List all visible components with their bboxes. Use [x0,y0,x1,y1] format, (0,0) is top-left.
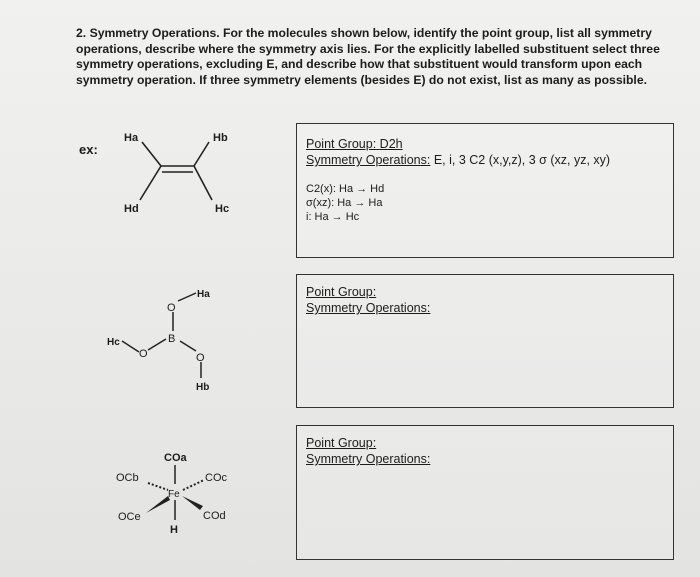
boric-acid-molecule [122,293,201,378]
label-coc: COc [205,472,227,484]
ethylene-molecule [140,142,212,200]
point-group-label: Point Group: [306,436,377,450]
label-o: O [139,348,148,360]
wedge-bond [182,496,203,510]
wedge-bond [146,496,170,513]
point-group-label: Point Group: [306,137,377,151]
label-hc: Hc [107,337,120,348]
label-ha: Ha [124,132,139,144]
transformation-line: i: Ha → Hc [306,211,360,223]
label-fe: Fe [168,489,180,500]
example-label: ex: [79,142,98,157]
label-hb: Hb [213,132,228,144]
symmetry-operations-value: E, i, 3 C2 (x,y,z), 3 σ (xz, yz, xy) [433,153,611,167]
label-ha: Ha [197,289,210,300]
label-ocb: OCb [116,472,139,484]
label-hd: Hd [124,203,139,215]
label-b: B [168,333,176,345]
symmetry-operations-label: Symmetry Operations: [306,452,431,466]
label-cod: COd [203,510,226,522]
point-group-label: Point Group: [306,285,377,299]
question-number: 2. [76,26,87,40]
label-hc: Hc [215,203,230,215]
label-hb: Hb [196,382,210,393]
symmetry-operations-label: Symmetry Operations: [306,301,431,315]
transformation-line: σ(xz): Ha → Ha [306,197,383,209]
question-body: For the molecules shown below, identify the point group, list all symmetry operations, describe where the symmetry axis lies. For the explicitly labelled substituent select three symmetry operations, excluding E, and describe how that substituent would transform upon each symmetry operation. If three symmetry elements (besides E) do not exist, list as many as possible. [76,26,660,87]
label-o: O [196,352,205,364]
point-group-value: D2h [379,137,403,151]
label-coa: COa [164,452,187,464]
question-title: Symmetry Operations. [89,26,220,40]
label-h: H [170,524,178,536]
label-o: O [167,302,176,314]
symmetry-operations-label: Symmetry Operations: [306,153,431,167]
label-oce: OCe [118,511,141,523]
transformation-line: C2(x): Ha → Hd [306,183,385,195]
